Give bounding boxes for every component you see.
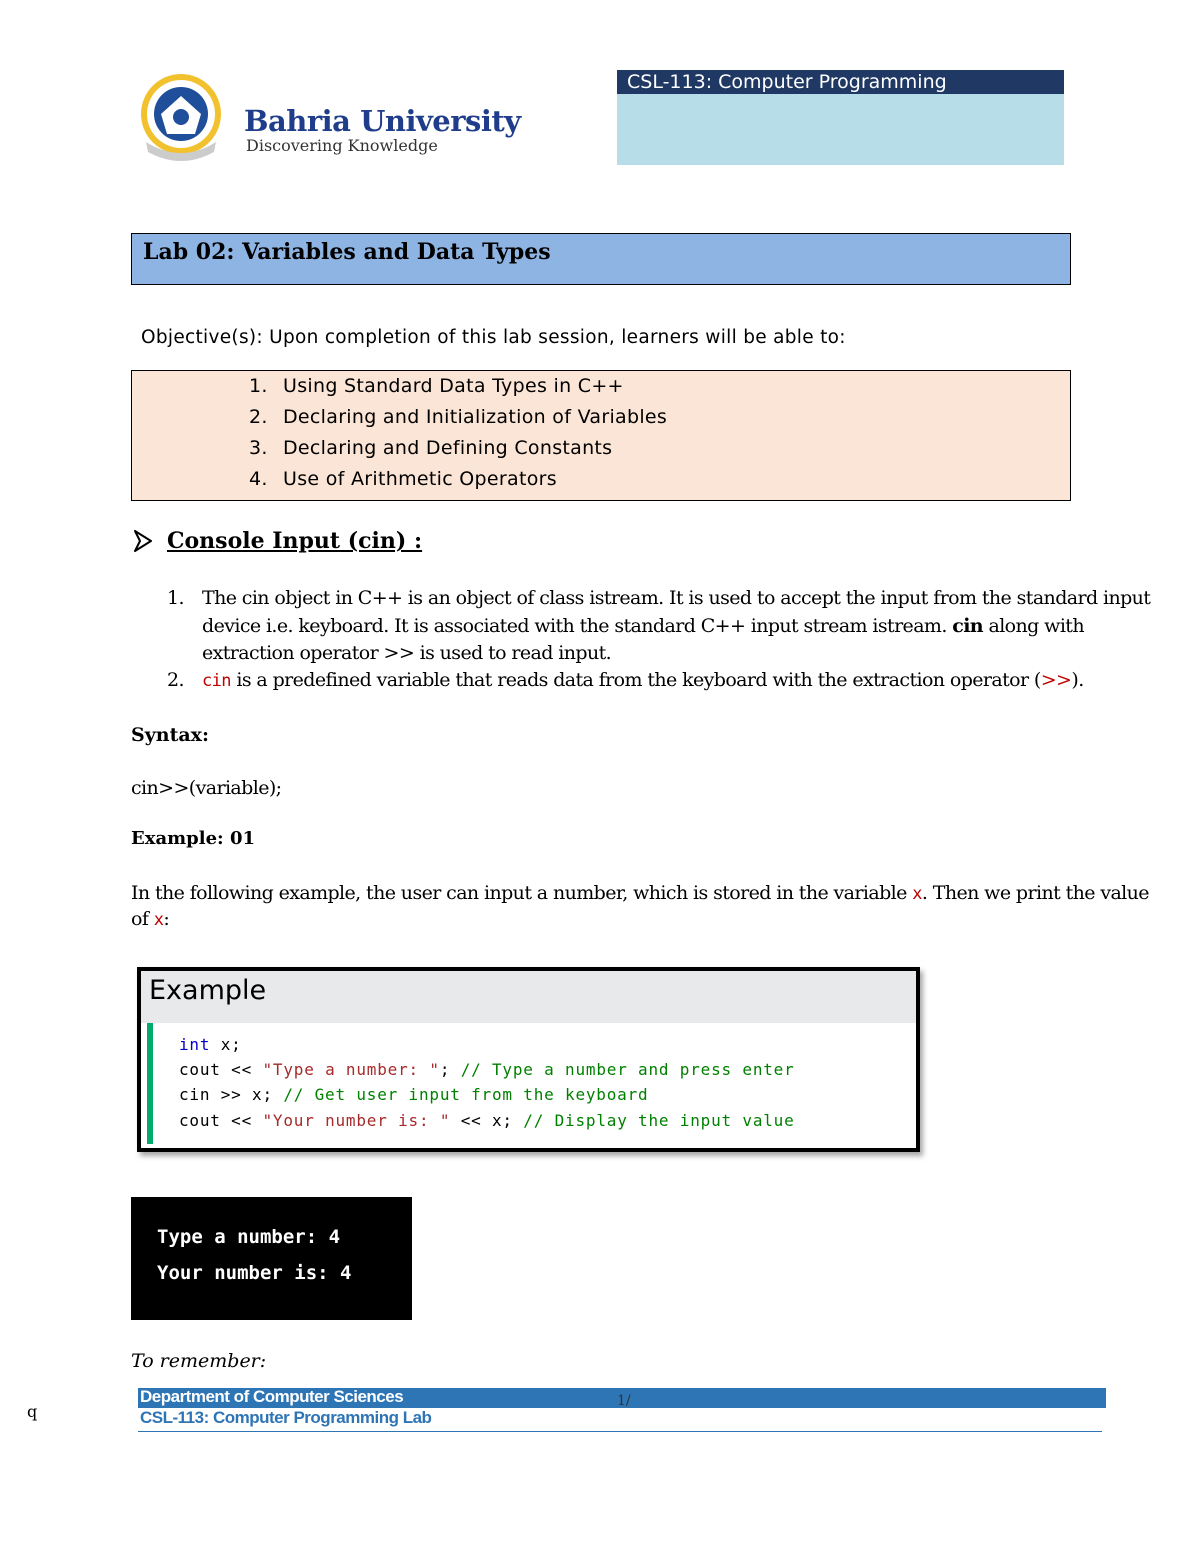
- to-remember-label: To remember:: [131, 1350, 267, 1372]
- section-title: Console Input (cin) :: [167, 528, 423, 554]
- code-line: cout << "Your number is: " << x; // Display the input value: [179, 1111, 795, 1130]
- example-description-line-2: of x:: [131, 908, 170, 930]
- lab-title: Lab 02: Variables and Data Types: [143, 239, 551, 265]
- footer-department: Department of Computer Sciences: [140, 1387, 404, 1406]
- point-1-line-3: extraction operator >> is used to read input.: [202, 642, 612, 664]
- point-1-line-1: The cin object in C++ is an object of class istream. It is used to accept the input from the standard input: [202, 587, 1151, 609]
- course-header-bar: [617, 70, 1064, 94]
- point-1-number: 1.: [167, 587, 184, 609]
- objective-item: 4. Use of Arithmetic Operators: [249, 468, 557, 490]
- example-code-header: [141, 971, 916, 1023]
- objective-item: 3. Declaring and Defining Constants: [249, 437, 613, 459]
- point-2-text: cin is a predefined variable that reads data from the keyboard with the extraction operator (>>).: [202, 669, 1084, 691]
- footer-divider: [138, 1431, 1102, 1432]
- course-header-box: [617, 70, 1064, 165]
- console-output: [131, 1197, 412, 1320]
- code-line: int x;: [179, 1035, 242, 1054]
- footer-page-number: 1/: [617, 1393, 631, 1409]
- syntax-label: Syntax:: [131, 724, 210, 746]
- example-label: Example: 01: [131, 828, 255, 849]
- objective-item: 1. Using Standard Data Types in C++: [249, 375, 624, 397]
- arrowhead-bullet-icon: [134, 530, 152, 552]
- university-name: Bahria University: [244, 104, 521, 138]
- point-2-number: 2.: [167, 669, 184, 691]
- footer-course-lab: CSL-113: Computer Programming Lab: [140, 1408, 432, 1427]
- example-code-body: [147, 1023, 916, 1144]
- objective-intro: Objective(s): Upon completion of this lab session, learners will be able to:: [141, 327, 846, 348]
- code-line: cout << "Type a number: "; // Type a number and press enter: [179, 1060, 795, 1079]
- course-title: CSL-113: Computer Programming: [627, 71, 947, 93]
- code-line: cin >> x; // Get user input from the keyboard: [179, 1085, 649, 1104]
- point-1-line-2: device i.e. keyboard. It is associated with the standard C++ input stream istream. cin along with: [202, 615, 1084, 637]
- bahria-university-seal-icon: [138, 72, 224, 164]
- example-description-line-1: In the following example, the user can input a number, which is stored in the variable x. Then we print the value: [131, 882, 1149, 904]
- console-line: Type a number: 4: [157, 1226, 341, 1248]
- footer-marker: q: [27, 1402, 38, 1421]
- syntax-code: cin>>(variable);: [131, 777, 282, 799]
- university-tagline: Discovering Knowledge: [246, 136, 438, 155]
- example-code-title: Example: [149, 975, 267, 1006]
- console-line: Your number is: 4: [157, 1262, 352, 1284]
- objective-item: 2. Declaring and Initialization of Variables: [249, 406, 668, 428]
- lab-title-box: [131, 233, 1071, 285]
- objectives-box: [131, 370, 1071, 501]
- example-code-box: [137, 967, 920, 1152]
